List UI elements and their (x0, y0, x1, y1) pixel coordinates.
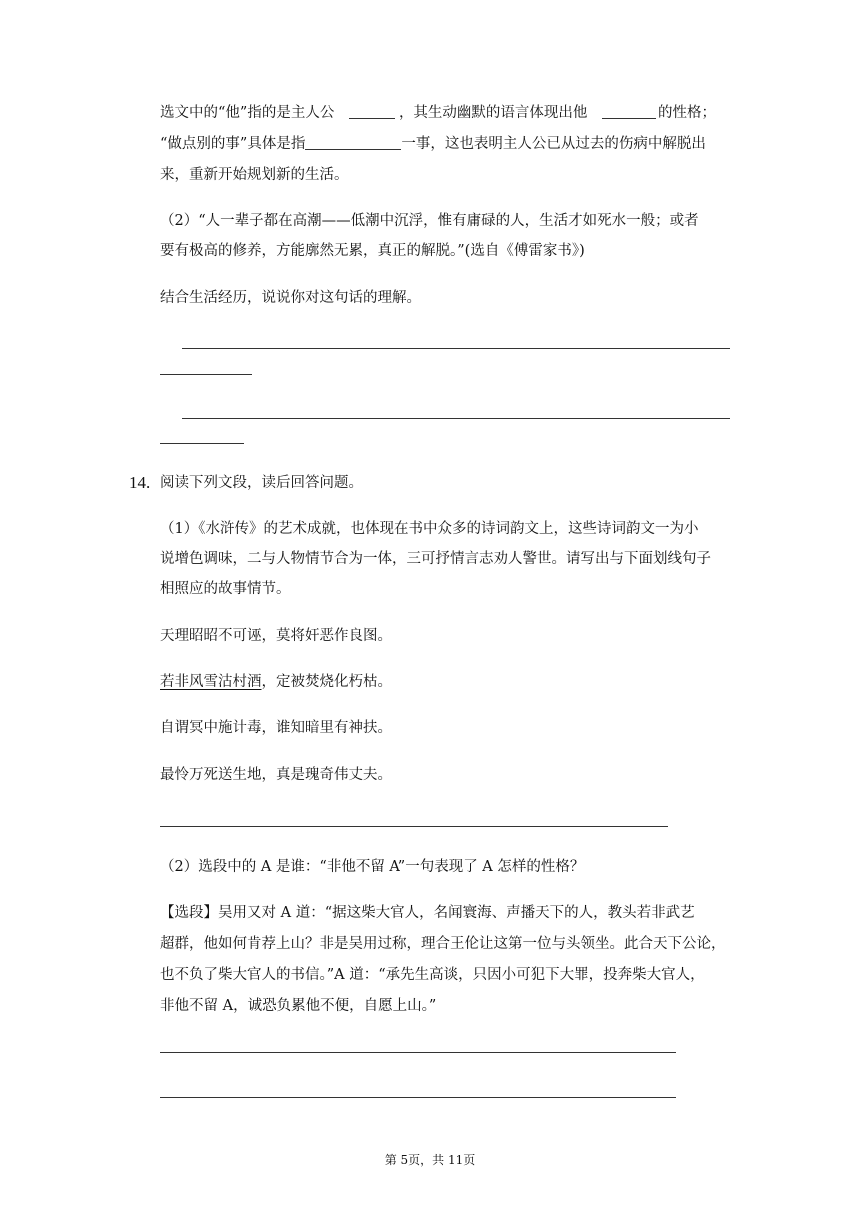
answer-line[interactable] (160, 1052, 676, 1053)
q13-text: 来，重新开始规划新的生活。 (160, 167, 349, 183)
poem-line-4: 最怜万死送生地，真是瑰奇伟丈夫。 (160, 767, 392, 783)
underlined-phrase: 若非风雪沽村酒 (160, 674, 262, 690)
q14-part1-line-3: 相照应的故事情节。 (160, 581, 291, 597)
answer-line[interactable] (160, 374, 252, 375)
answer-blank-event[interactable] (305, 135, 401, 150)
q14-part2-question: （2）选段中的 A 是谁：“非他不留 A”一句表现了 A 怎样的性格？ (160, 859, 585, 875)
answer-line[interactable] (160, 443, 244, 444)
selection-line-2: 超群，他如何肯荐上山？非是吴用过称，理合王伦让这第一位与头领坐。此合天下公论， (160, 936, 726, 952)
selection-line-1: 【选段】吴用又对 A 道：“据这柴大官人，名闻寰海、声播天下的人，教头若非武艺 (160, 905, 695, 921)
q13-line-2 (160, 134, 706, 154)
q13-text: ，其生动幽默的语言体现出他 (398, 105, 588, 121)
poem-line-1: 天理昭昭不可诬，莫将奸恶作良图。 (160, 628, 392, 644)
q13-text: 选文中的“他”指的是主人公 (160, 105, 335, 121)
answer-line[interactable] (182, 348, 730, 349)
q13-text: 的性格； (658, 105, 717, 121)
q14-intro: 阅读下列文段，读后回答问题。 (160, 475, 363, 491)
poem-line-3: 自谓冥中施计毒，谁知暗里有神扶。 (160, 720, 392, 736)
answer-line[interactable] (160, 826, 668, 827)
answer-blank-character[interactable] (602, 104, 656, 119)
q13-line-3 (160, 165, 349, 185)
answer-blank-protagonist[interactable] (349, 104, 395, 119)
selection-line-4: 非他不留 A，诚恐负累他不便，自愿上山。” (160, 998, 437, 1014)
q13-text: “做点别的事”具体是指 (160, 136, 306, 152)
question-number: 14. (129, 473, 151, 492)
q13-text: 一事，这也表明主人公已从过去的伤病中解脱出 (401, 136, 706, 152)
answer-line[interactable] (182, 418, 730, 419)
poem-text: ，定被焚烧化朽枯。 (261, 674, 392, 690)
selection-line-3: 也不负了柴大官人的书信。”A 道：“承先生高谈，只因小可犯下大罪，投奔柴大官人， (160, 967, 705, 983)
answer-line[interactable] (160, 1097, 676, 1098)
q13-part2-prompt: 结合生活经历，说说你对这句话的理解。 (160, 290, 421, 306)
q13-line-1 (160, 103, 716, 123)
q14-part1-line-2: 说增色调味，二与人物情节合为一体，三可抒情言志劝人警世。请写出与下面划线句子 (160, 551, 711, 567)
page-footer: 第 5页，共 11页 (384, 1153, 476, 1167)
poem-line-2 (160, 672, 392, 692)
q13-part2-line-2: 要有极高的修养，方能廓然无累，真正的解脱。”(选自《傅雷家书》) (160, 243, 585, 259)
q14-part1-line-1: （1）《水浒传》的艺术成就，也体现在书中众多的诗词韵文上，这些诗词韵文一为小 (160, 521, 699, 537)
q13-part2-line-1: （2）“人一辈子都在高潮——低潮中沉浮，惟有庸碌的人，生活才如死水一般；或者 (160, 213, 699, 229)
